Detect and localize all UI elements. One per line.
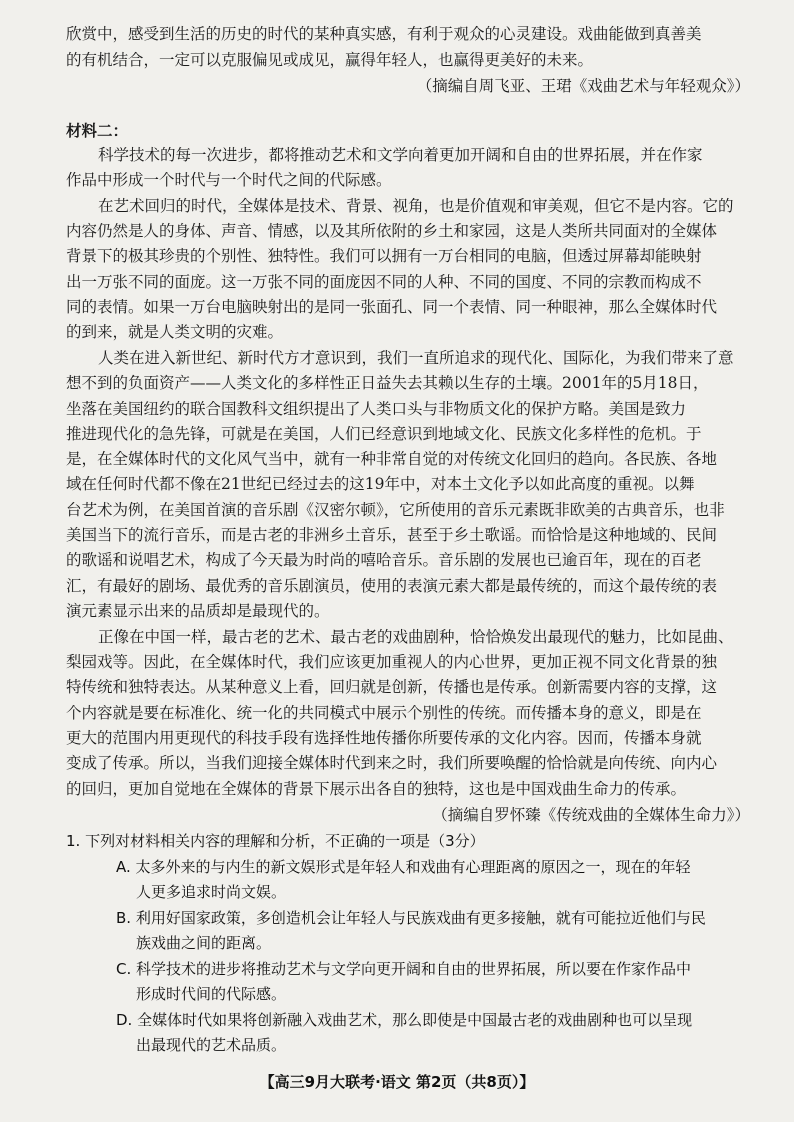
option-a: A. 太多外来的与内生的新文娱形式是年轻人和戏曲有心理距离的原因之一，现在的年轻 bbox=[116, 858, 691, 876]
paragraph-line: 同的表情。如果一万台电脑映射出的是同一张面孔、同一个表情、同一种眼神，那么全媒体时代 bbox=[66, 298, 718, 316]
paragraph-line: 台艺术为例，在美国首演的音乐剧《汉密尔顿》，它所使用的音乐元素既非欧美的古典音乐，也非 bbox=[66, 501, 725, 519]
paragraph-line: 正像在中国一样，最古老的艺术、最古老的戏曲剧种，恰恰焕发出最现代的魅力，比如昆曲、 bbox=[98, 628, 734, 646]
paragraph-line: 汇，有最好的剧场、最优秀的音乐剧演员，使用的表演元素大都是最传统的，而这个最传统的表 bbox=[66, 577, 718, 595]
paragraph-line: 是，在全媒体时代的文化风气当中，就有一种非常自觉的对传统文化回归的趋向。各民族、各地 bbox=[66, 450, 718, 468]
paragraph-line: 的回归，更加自觉地在全媒体的背景下展示出各自的独特，这也是中国戏曲生命力的传承。 bbox=[66, 780, 687, 798]
paragraph-line: 背景下的极其珍贵的个别性、独特性。我们可以拥有一万台相同的电脑，但透过屏幕却能映射 bbox=[66, 247, 702, 265]
paragraph-line: 在艺术回归的时代，全媒体是技术、背景、视角，也是价值观和审美观，但它不是内容。它的 bbox=[98, 197, 734, 215]
option-b-cont: 族戏曲之间的距离。 bbox=[136, 934, 272, 952]
paragraph-line: 变成了传承。所以，当我们迎接全媒体时代到来之时，我们所要唤醒的恰恰就是向传统、向内心 bbox=[66, 754, 718, 772]
paragraph-line: 人类在进入新世纪、新时代方才意识到，我们一直所追求的现代化、国际化，为我们带来了意 bbox=[98, 349, 734, 367]
paragraph-line: 个内容就是要在标准化、统一化的共同模式中展示个别性的传统。而传播本身的意义，即是在 bbox=[66, 704, 702, 722]
paragraph-line: 欣赏中，感受到生活的历史的时代的某种真实感，有利于观众的心灵建设。戏曲能做到真善美 bbox=[66, 25, 702, 43]
paragraph-line: 内容仍然是人的身体、声音、情感，以及其所依附的乡土和家园，这是人类所共同面对的全媒体 bbox=[66, 222, 718, 240]
option-a-cont: 人更多追求时尚文娱。 bbox=[136, 883, 287, 901]
option-b: B. 利用好国家政策，多创造机会让年轻人与民族戏曲有更多接触，就有可能拉近他们与民 bbox=[116, 909, 706, 927]
paragraph-line: 的到来，就是人类文明的灾难。 bbox=[66, 323, 284, 341]
paragraph-line: 的歌谣和说唱艺术，构成了今天最为时尚的嘻哈音乐。音乐剧的发展也已逾百年，现在的百老 bbox=[66, 551, 702, 569]
section-heading: 材料二： bbox=[66, 121, 129, 140]
paragraph-line: 坐落在美国纽约的联合国教科文组织提出了人类口头与非物质文化的保护方略。美国是致力 bbox=[66, 400, 687, 418]
paragraph-line: 域在任何时代都不像在21世纪已经过去的这19年中，对本土文化予以如此高度的重视。以舞 bbox=[66, 475, 695, 493]
paragraph-line: 推进现代化的急先锋，可就是在美国，人们已经意识到地域文化、民族文化多样性的危机。于 bbox=[66, 425, 702, 443]
paragraph-line: 出一万张不同的面庞。这一万张不同的面庞因不同的人种、不同的国度、不同的宗教而构成不 bbox=[66, 273, 702, 291]
paragraph-line: 科学技术的每一次进步，都将推动艺术和文学向着更加开阔和自由的世界拓展，并在作家 bbox=[98, 146, 703, 164]
paragraph-line: 美国当下的流行音乐，而是古老的非洲乡土音乐，甚至于乡土歌谣。而恰恰是这种地域的、民间 bbox=[66, 526, 718, 544]
option-d: D. 全媒体时代如果将创新融入戏曲艺术，那么即使是中国最古老的戏曲剧种也可以呈现 bbox=[116, 1011, 693, 1029]
page-footer: 【高三9月大联考·语文 第2页（共8页）】 bbox=[259, 1073, 535, 1091]
paragraph-line: 想不到的负面资产——人类文化的多样性正日益失去其赖以生存的土壤。2001年的5月18日， bbox=[66, 374, 709, 392]
source-citation: （摘编自周飞亚、王珺《戏曲艺术与年轻观众》） bbox=[416, 77, 750, 95]
paragraph-line: 作品中形成一个时代与一个时代之间的代际感。 bbox=[66, 171, 392, 189]
paragraph-line: 梨园戏等。因此，在全媒体时代，我们应该更加重视人的内心世界，更加正视不同文化背景的独 bbox=[66, 653, 718, 671]
paragraph-line: 演元素显示出来的品质却是最现代的。 bbox=[66, 602, 330, 620]
option-d-cont: 出最现代的艺术品质。 bbox=[136, 1036, 287, 1054]
option-c-cont: 形成时代间的代际感。 bbox=[136, 985, 287, 1003]
paragraph-line: 的有机结合，一定可以克服偏见或成见，赢得年轻人，也赢得更美好的未来。 bbox=[66, 51, 594, 69]
source-citation: （摘编自罗怀臻《传统戏曲的全媒体生命力》） bbox=[432, 806, 750, 824]
option-c: C. 科学技术的进步将推动艺术与文学向更开阔和自由的世界拓展，所以要在作家作品中 bbox=[116, 960, 692, 978]
question-stem: 1. 下列对材料相关内容的理解和分析，不正确的一项是（3分） bbox=[66, 832, 485, 850]
paragraph-line: 更大的范围内用更现代的科技手段有选择性地传播你所要传承的文化内容。因而，传播本身就 bbox=[66, 729, 702, 747]
paragraph-line: 特传统和独特表达。从某种意义上看，回归就是创新，传播也是传承。创新需要内容的支撑，这 bbox=[66, 678, 718, 696]
